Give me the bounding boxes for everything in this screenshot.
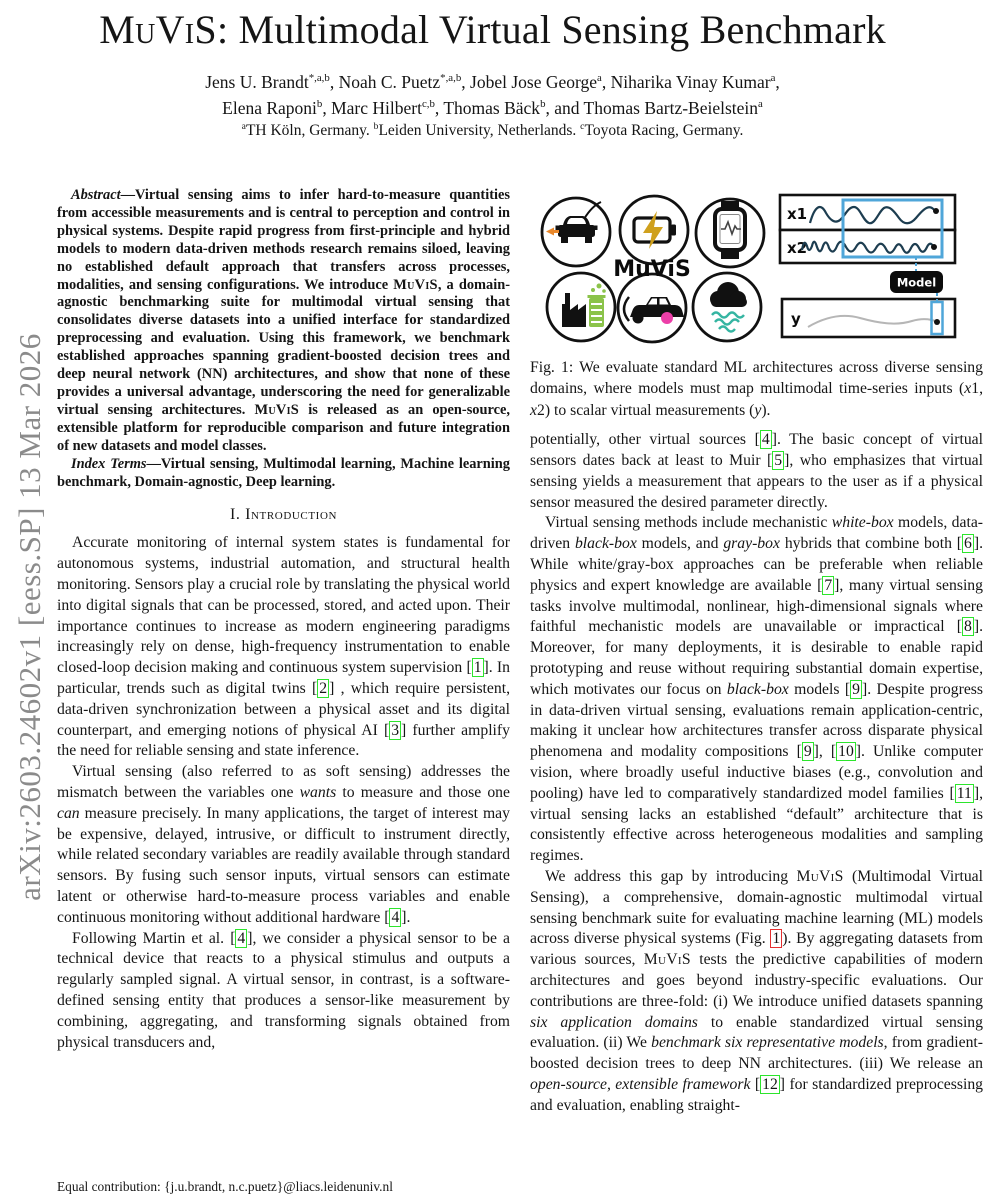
model-label: Model xyxy=(896,275,937,290)
x2-label: x2 xyxy=(787,239,808,257)
right-column xyxy=(530,187,983,1117)
author-line-2: Elena Raponi$^b$, Marc Hilbert$^{c,b}$, Thomas Bäck$^b$, and Thomas Bartz-Beielstein$^a$ xyxy=(222,98,763,118)
left-column xyxy=(57,187,510,1117)
citation-link[interactable]: 4 xyxy=(237,929,246,947)
citation-link[interactable]: 10 xyxy=(838,743,854,761)
x1-label: x1 xyxy=(787,205,808,223)
citation-link[interactable]: 5 xyxy=(774,452,783,470)
signal-panels xyxy=(780,195,955,337)
arxiv-banner: arXiv:2603.24602v1 [eess.SP] 13 Mar 2026 xyxy=(12,333,47,901)
intro-paragraph-1: Accurate monitoring of internal system states is fundamental for autonomous systems, industrial automation, and structural health monitoring. Sensors play a crucial role by translating the physical world into digital signals that can be processed, stored, and acted upon. Their importance continues to increase as modern engineering paradigms increasingly rely on dense, high-frequency instrumentation to enable closed-loop decision making and continuous system supervision [ 1 ]. In particular, trends such as digital twins [ 2 ] , which require persistent, data-driven synchronization between a physical asset and its digital counterpart, and emerging notions of physical AI [ 3 ] further amplify the need for reliable sensing and state inference. xyxy=(57,534,510,760)
figure-1-caption: Fig. 1: We evaluate standard ML architectures across diverse sensing domains, where models must map multimodal time-series inputs (x1, x2) to scalar virtual measurements (y). xyxy=(530,359,983,419)
citation-link[interactable]: 6 xyxy=(964,535,972,553)
citation-link[interactable]: 9 xyxy=(852,680,860,698)
affiliations-line: $^a$TH Köln, Germany. $^b$Leiden University, Netherlands. $^c$Toyota Racing, Germany. xyxy=(241,120,744,139)
y-label: y xyxy=(791,310,801,328)
intro-paragraph-2: Virtual sensing (also referred to as soft sensing) addresses the mismatch between the variables one wants to measure and those one can measure precisely. In many applications, the target of interest may be expensive, delayed, intrusive, or difficult to instrument directly, while related secondary variables are readily available through standard sensors. By fusing such sensor inputs, virtual sensors can estimate latent or otherwise hard-to-measure process variables and enable continuous monitoring without additional hardware [ 4 ]. xyxy=(57,763,510,926)
citation-link[interactable]: 7 xyxy=(824,576,833,594)
right-paragraph-2: Virtual sensing methods include mechanistic white-box models, data-driven black-box models, and gray-box hybrids that combine both [ 6 ]. While white/gray-box approaches can be preferable when reliable physics and expert knowledge are available [ 7 ], many virtual sensing tasks involve multimodal, nonlinear, high-dimensional signals where faithful mechanistic models are unavailable or impractical [ 8 ]. Moreover, for many deployments, it is desirable to enable rapid prototyping and reuse without requiring substantial domain expertise, which motivates our focus on black-box models [ 9 ]. Despite progress in data-driven virtual sensing, evaluations remain application-centric, making it unclear how architectures transfer across disparate physical phenomena and modality compositions [ 9 ], [ 10 ]. Unlike computer vision, where broadly useful inductive biases (e.g., convolution and pooling) have led to comparatively standardized model families [ 11 ], virtual sensing lacks an established “default” architecture that is consistently effective across heterogeneous modalities and sampling regimes. xyxy=(530,514,984,865)
abstract-paragraph: Abstract—Virtual sensing aims to infer hard-to-measure quantities from accessible measurements and is central to perception and control in physical systems. Despite rapid progress from first-principle and hybrid models to modern data-driven methods research remains siloed, leaving no established default approach that transfers across processes, modalities, and sensing configurations. We introduce MuViS, a domain-agnostic benchmarking suite for multimodal virtual sensing that consolidates diverse datasets into a unified interface for standardized preprocessing and evaluation. Using this framework, we benchmark established approaches spanning gradient-boosted decision trees and deep neural network (NN) architectures, and show that none of these provides a universal advantage, underscoring the need for generalizable virtual sensing architectures. MuViS is released as an open-source, extensible platform for reproducible comparison and future integration of new datasets and model classes. xyxy=(57,187,510,454)
citation-link[interactable]: 11 xyxy=(956,784,972,802)
two-column-body xyxy=(57,187,983,1117)
figure-logo-text: MuViS xyxy=(613,257,691,282)
author-line-1: Jens U. Brandt$^{*,a,b}$, Noah C. Puetz$^{*,a,b}$, Jobel Jose George$^a$, Niharika Vinay Kumar$^a$, xyxy=(205,72,780,92)
figure-ref-link[interactable]: 1 xyxy=(772,930,781,948)
citation-link[interactable]: 1 xyxy=(473,659,482,677)
authors-block xyxy=(0,69,985,140)
right-paragraph-1: potentially, other virtual sources [ 4 ]. The basic concept of virtual sensors dates back at least to Muir [ 5 ], who emphasizes that virtual sensing yields a measurement that appears to the user as if a physical sensor measured the desired parameter directly. xyxy=(530,431,983,511)
citation-link[interactable]: 4 xyxy=(391,908,400,926)
index-terms-paragraph: Index Terms—Virtual sensing, Multimodal learning, Machine learning benchmark, Domain-agnostic, Deep learning. xyxy=(57,455,510,490)
citation-link[interactable]: 9 xyxy=(803,743,812,761)
citation-link[interactable]: 2 xyxy=(319,679,328,697)
section-heading-introduction: I. Introduction xyxy=(229,506,338,524)
right-paragraph-3: We address this gap by introducing MuViS (Multimodal Virtual Sensing), a comprehensive, domain-agnostic multimodal virtual sensing benchmark suite for evaluating machine learning (ML) models across diverse physical systems (Fig. 1 ). By aggregating datasets from various sources, MuViS tests the predictive capabilities of modern architectures and goes beyond industry-specific evaluations. Our contributions are three-fold: (i) We introduce unified datasets spanning six application domains to enable standardized virtual sensing evaluation. (ii) We benchmark six representative models, from gradient-boosted decision trees to deep NN architectures. (iii) We release an open-source, extensible framework [ 12 ] for standardized preprocessing and evaluation, enabling straight- xyxy=(530,867,984,1114)
smartwatch-icon xyxy=(715,201,745,259)
citation-link[interactable]: 8 xyxy=(964,618,972,636)
paper-title: MuViS: Multimodal Virtual Sensing Benchmark xyxy=(99,7,886,52)
citation-link[interactable]: 3 xyxy=(391,721,400,739)
paper-header xyxy=(0,0,985,140)
citation-link[interactable]: 12 xyxy=(762,1075,778,1093)
citation-link[interactable]: 4 xyxy=(761,431,770,449)
figure-1 xyxy=(530,187,983,345)
footnote-equal-contribution: Equal contribution: {j.u.brandt, n.c.puetz}@liacs.leidenuniv.nl xyxy=(57,1179,393,1194)
intro-paragraph-3: Following Martin et al. [ 4 ], we consider a physical sensor to be a technical device that reacts to a physical stimulus and outputs a regularly sampled signal. A virtual sensor, in contrast, is a software-defined sensing entity that produces a sensor-like measurement by combining, aggregating, and transforming signals obtained from physical transducers and, xyxy=(57,929,510,1051)
figure-1-graphic xyxy=(530,187,982,345)
